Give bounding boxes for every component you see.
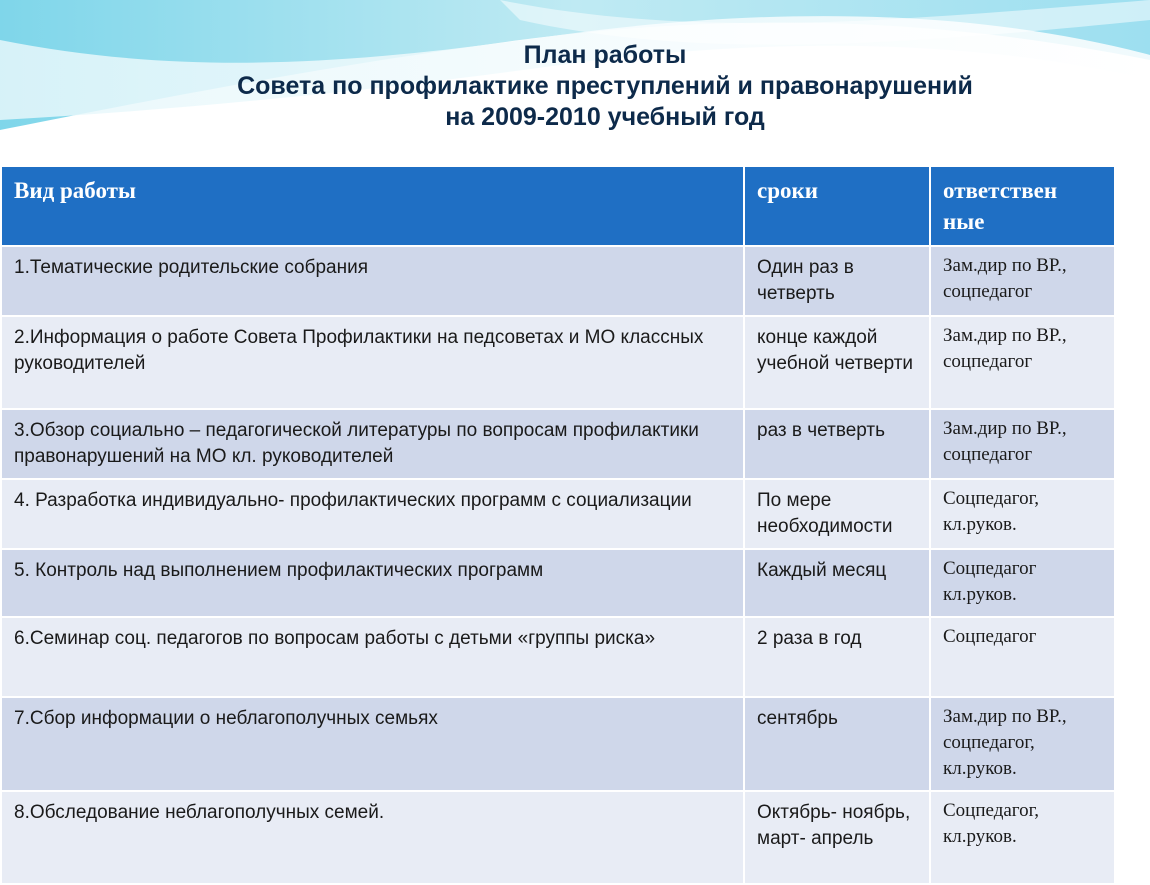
cell-responsible: Соцпедагог <box>930 617 1115 697</box>
header-responsible: ответствен ные <box>930 166 1115 246</box>
cell-work: 2.Информация о работе Совета Профилактики на педсоветах и МО классных руководителей <box>1 316 744 409</box>
table-row <box>1 549 1115 617</box>
page-title <box>0 40 1150 133</box>
cell-work: 3.Обзор социально – педагогической литературы по вопросам профилактики правонарушений на МО кл. руководителей <box>1 409 744 479</box>
header-terms: сроки <box>744 166 930 246</box>
cell-work: 7.Сбор информации о неблагополучных семьях <box>1 697 744 791</box>
table-row <box>1 479 1115 549</box>
table-header-row <box>1 166 1115 246</box>
cell-responsible: Соцпедагог, кл.руков. <box>930 791 1115 884</box>
table-row <box>1 409 1115 479</box>
cell-term: Октябрь- ноябрь, март- апрель <box>744 791 930 884</box>
cell-term: По мере необходимости <box>744 479 930 549</box>
cell-responsible: Зам.дир по ВР., соцпедагог <box>930 316 1115 409</box>
table-row <box>1 697 1115 791</box>
table-row <box>1 791 1115 884</box>
cell-responsible: Зам.дир по ВР., соцпедагог <box>930 409 1115 479</box>
cell-responsible: Зам.дир по ВР., соцпедагог <box>930 246 1115 316</box>
cell-term: сентябрь <box>744 697 930 791</box>
table-row <box>1 246 1115 316</box>
cell-work: 4. Разработка индивидуально- профилактических программ с социализации <box>1 479 744 549</box>
table-row <box>1 617 1115 697</box>
cell-work: 6.Семинар соц. педагогов по вопросам работы с детьми «группы риска» <box>1 617 744 697</box>
cell-term: Один раз в четверть <box>744 246 930 316</box>
title-line-3: на 2009-2010 учебный год <box>445 103 765 131</box>
cell-term: 2 раза в год <box>744 617 930 697</box>
title-line-2: Совета по профилактике преступлений и правонарушений <box>237 72 973 100</box>
title-line-1: План работы <box>523 41 687 69</box>
work-plan-table <box>0 165 1116 885</box>
table-row <box>1 316 1115 409</box>
cell-term: раз в четверть <box>744 409 930 479</box>
cell-work: 8.Обследование неблагополучных семей. <box>1 791 744 884</box>
cell-term: конце каждой учебной четверти <box>744 316 930 409</box>
cell-term: Каждый месяц <box>744 549 930 617</box>
cell-work: 5. Контроль над выполнением профилактических программ <box>1 549 744 617</box>
header-work-type: Вид работы <box>1 166 744 246</box>
cell-responsible: Зам.дир по ВР., соцпедагог, кл.руков. <box>930 697 1115 791</box>
cell-responsible: Соцпедагог кл.руков. <box>930 549 1115 617</box>
cell-responsible: Соцпедагог, кл.руков. <box>930 479 1115 549</box>
cell-work: 1.Тематические родительские собрания <box>1 246 744 316</box>
